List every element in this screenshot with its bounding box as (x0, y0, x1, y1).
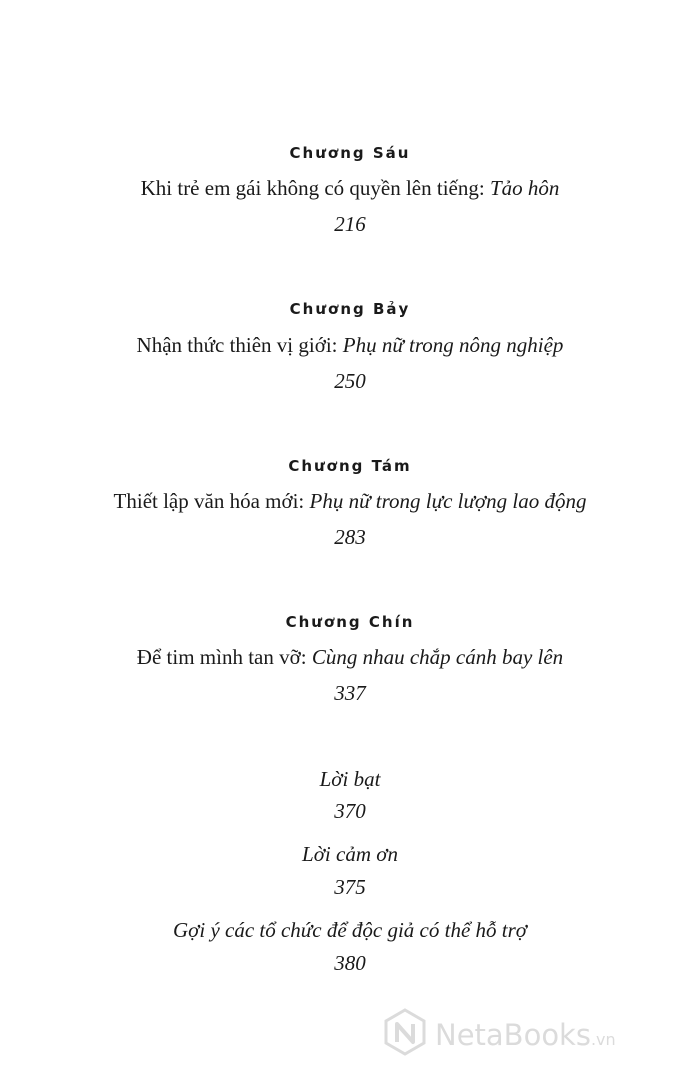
backmatter-title: Lời cảm ơn (302, 842, 398, 866)
chapter-title-text: Khi trẻ em gái không có quyền lên tiếng: (140, 176, 490, 200)
watermark-brand (435, 1018, 616, 1052)
chapter-page-number: 250 (334, 369, 366, 393)
chapter-page-number: 216 (334, 212, 366, 236)
chapter-heading: Chương Tám (288, 457, 412, 475)
chapter-title-italic: Cùng nhau chắp cánh bay lên (311, 645, 564, 669)
watermark (383, 1008, 616, 1061)
backmatter-page-number: 380 (334, 951, 366, 975)
watermark-brand-text: NetaBooks (435, 1017, 591, 1052)
chapter-title-text: Thiết lập văn hóa mới: (113, 489, 310, 513)
watermark-suffix: .vn (590, 1029, 616, 1049)
chapter-title-italic: Tảo hôn (489, 176, 560, 200)
chapter-title-italic: Phụ nữ trong nông nghiệp (342, 333, 564, 357)
chapter-title-text: Nhận thức thiên vị giới: (136, 333, 343, 357)
chapter-title (0, 176, 700, 201)
backmatter-title: Gợi ý các tổ chức để độc giả có thể hỗ trợ (172, 918, 528, 942)
chapter-title-text: Để tim mình tan vỡ: (136, 645, 312, 669)
netabooks-logo-icon (383, 1008, 427, 1061)
backmatter-page-number: 375 (334, 875, 366, 899)
chapter-title-italic: Phụ nữ trong lực lượng lao động (309, 489, 587, 513)
backmatter-title: Lời bạt (319, 767, 381, 791)
chapter-heading: Chương Sáu (289, 144, 411, 162)
backmatter-page-number: 370 (334, 799, 366, 823)
chapter-heading: Chương Chín (285, 613, 415, 631)
chapter-page-number: 283 (334, 525, 366, 549)
chapter-title (0, 333, 700, 358)
chapter-title (0, 489, 700, 514)
chapter-page-number: 337 (334, 681, 366, 705)
chapter-heading: Chương Bảy (289, 300, 411, 318)
chapter-title (0, 645, 700, 670)
